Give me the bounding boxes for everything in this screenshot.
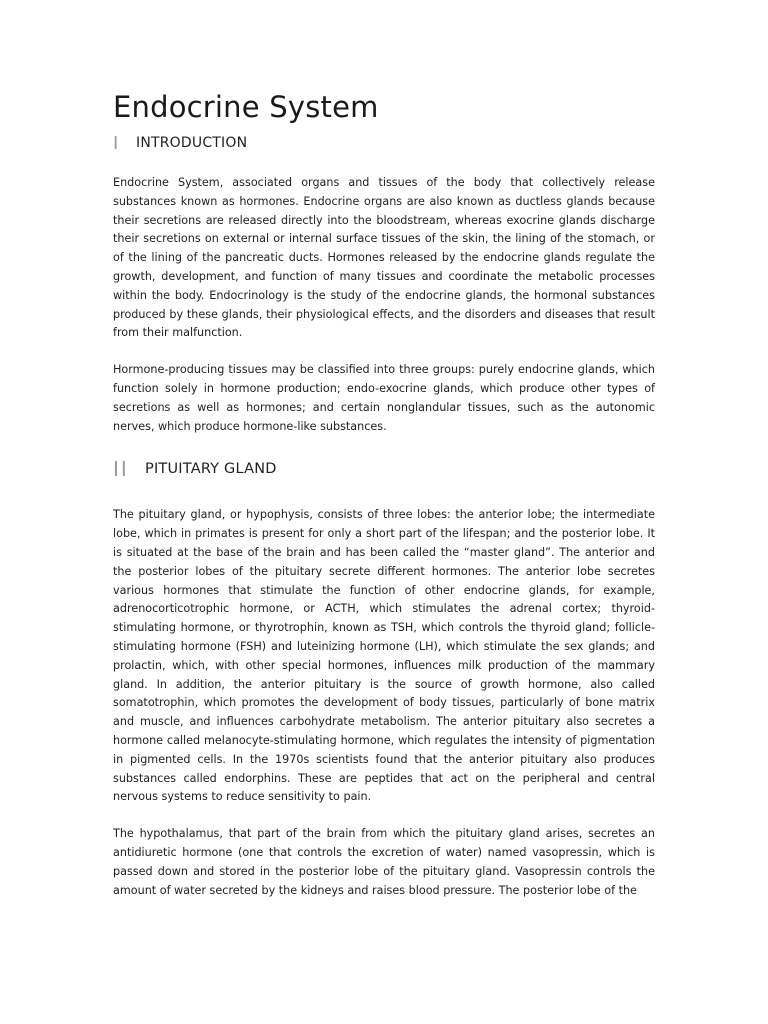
section-title: PITUITARY GLAND <box>145 461 277 478</box>
document-title: Endocrine System <box>113 90 379 124</box>
paragraph: Endocrine System, associated organs and tissues of the body that collectively release substances known as hormones. Endocrine organs are also known as ductless glands because their secretions are released directly into the bloodstream, whereas exocrine glands discharge their secretions on external or internal surface tissues of the skin, the lining of the stomach, or of the lining of the pancreatic ducts. Hormones released by the endocrine glands regulate the growth, development, and function of many tissues and coordinate the metabolic processes within the body. Endocrinology is the study of the endocrine glands, the hormonal substances produced by these glands, their physiological effects, and the disorders and diseases that result from their malfunction. <box>113 176 655 340</box>
paragraph: The hypothalamus, that part of the brain from which the pituitary gland arises, secretes an antidiuretic hormone (one that controls the excretion of water) named vasopressin, which is passed down and stored in the posterior lobe of the pituitary gland. Vasopressin controls the amount of water secreted by the kidneys and raises blood pressure. The posterior lobe of the <box>113 827 655 897</box>
section-numeral: I <box>113 132 119 154</box>
paragraph: The pituitary gland, or hypophysis, consists of three lobes: the anterior lobe; the intermediate lobe, which in primates is present for only a short part of the lifespan; and the posterior lobe. It is situated at the base of the brain and has been called the “master gland”. The anterior and the posterior lobes of the pituitary secrete different hormones. The anterior lobe secretes various hormones that stimulate the function of other endocrine glands, for example, adrenocorticotrophic hormone, or ACTH, which stimulates the adrenal cortex; thyroid-stimulating hormone, or thyrotrophin, known as TSH, which controls the thyroid gland; follicle-stimulating hormone (FSH) and luteinizing hormone (LH), which stimulate the sex glands; and prolactin, which, with other special hormones, influences milk production of the mammary gland. In addition, the anterior pituitary is the source of growth hormone, also called somatotrophin, which promotes the development of body tissues, particularly of bone matrix and muscle, and influences carbohydrate metabolism. The anterior pituitary also secretes a hormone called melanocyte-stimulating hormone, which regulates the intensity of pigmentation in pigmented cells. In the 1970s scientists found that the anterior pituitary also produces substances called endorphins. These are peptides that act on the peripheral and central nervous systems to reduce sensitivity to pain. <box>113 508 655 804</box>
document-page <box>113 88 655 900</box>
section-heading-introduction <box>113 130 655 156</box>
paragraph: Hormone-producing tissues may be classified into three groups: purely endocrine glands, which function solely in hormone production; endo-exocrine glands, which produce other types of secretions as well as hormones; and certain nonglandular tissues, such as the autonomic nerves, which produce hormone-like substances. <box>113 363 655 433</box>
section-title: INTRODUCTION <box>136 135 248 151</box>
section-numeral: II <box>113 457 129 482</box>
section-heading-pituitary-gland <box>113 454 655 484</box>
